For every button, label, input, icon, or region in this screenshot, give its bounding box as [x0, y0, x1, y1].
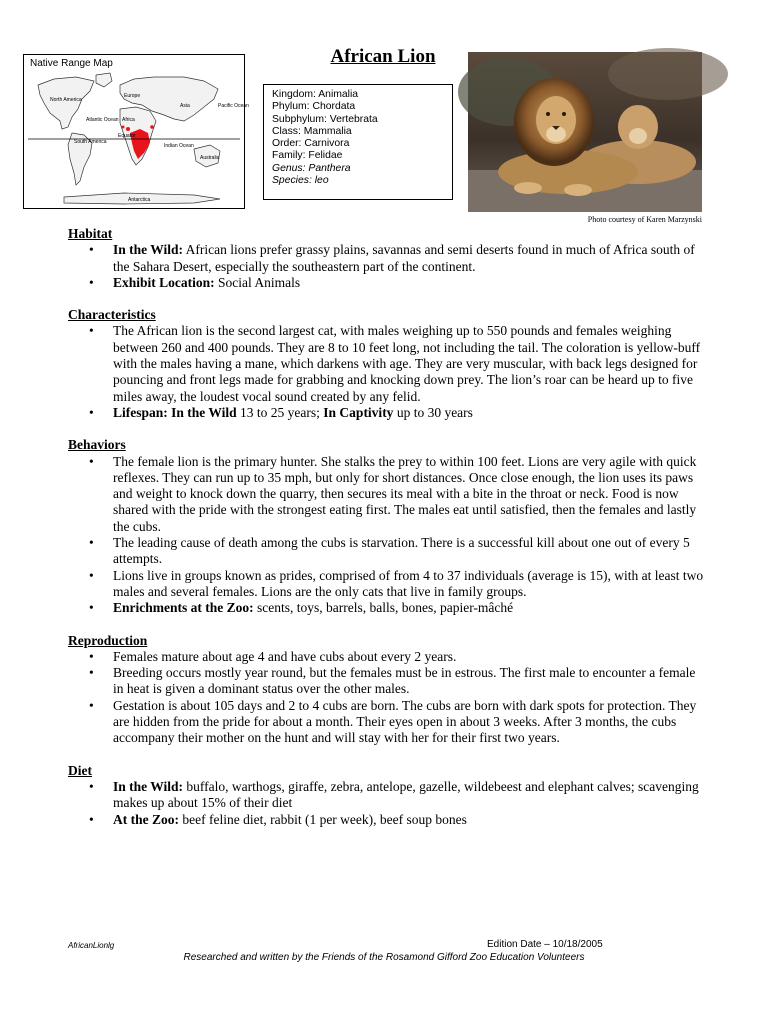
- map-label-atlantic-ocean: Atlantic Ocean: [86, 117, 119, 123]
- list-item: • At the Zoo: beef feline diet, rabbit (1 per week), beef soup bones: [89, 811, 467, 827]
- list-item: • Gestation is about 105 days and 2 to 4 cubs are born. The cubs are born with dark spots for protection. They are hidden from the pride for about a month. Their eyes open in about 3 weeks. After 3 months, the cubs accompany their mother on the hunt and will stay with her for their first two years.: [89, 697, 697, 746]
- map-title: Native Range Map: [30, 58, 113, 69]
- map-label-south-america: South America: [74, 139, 107, 145]
- map-label-north-america: North America: [50, 97, 82, 103]
- section-heading: Reproduction: [68, 632, 148, 648]
- taxonomy-row: Family: Felidae: [272, 150, 343, 162]
- list-item: • Exhibit Location: Social Animals: [89, 274, 301, 290]
- taxonomy-row: Class: Mammalia: [272, 125, 352, 137]
- footer-filename: AfricanLionlg: [68, 941, 115, 950]
- taxonomy-row: Species: leo: [272, 175, 329, 187]
- taxonomy-row: Order: Carnivora: [272, 138, 350, 150]
- bullet-list: [68, 242, 708, 291]
- taxonomy-row: Kingdom: Animalia: [272, 89, 359, 100]
- section-diet: [68, 763, 708, 828]
- list-item: • In the Wild: buffalo, warthogs, giraffe, zebra, antelope, gazelle, wildebeest and elephant calves; scavenging makes up about 15% of their diet: [89, 778, 699, 811]
- world-map-graphic: [24, 55, 249, 208]
- map-label-equator: Equator: [118, 133, 136, 139]
- page-title: African Lion: [330, 46, 436, 67]
- list-item: • Enrichments at the Zoo: scents, toys, barrels, balls, bones, papier-mâché: [89, 600, 514, 616]
- bullet-list: [68, 323, 708, 421]
- map-label-antarctica: Antarctica: [128, 197, 151, 203]
- section-heading: Characteristics: [68, 307, 156, 323]
- map-label-indian-ocean: Indian Ocean: [164, 143, 194, 149]
- taxonomy-row: Genus: Panthera: [272, 162, 351, 174]
- photo-credit: Photo courtesy of Karen Marzynski: [587, 215, 702, 224]
- list-item: • The African lion is the second largest cat, with males weighing up to 550 pounds and females weighing between 260 and 400 pounds. They are 8 to 10 feet long, not including the tail. The coloration is yellow-buff with the males having a mane, which darkens with age. They are very muscular, with back legs designed for pouncing and front legs made for grabbing and knocking down prey. The lion’s roar can be heard up to five miles away, the loudest vocal sound created by any felid.: [89, 323, 701, 404]
- map-label-australia: Australia: [200, 155, 220, 161]
- section-behaviors: [68, 437, 708, 616]
- section-heading: Behaviors: [68, 437, 126, 453]
- section-characteristics: [68, 307, 708, 421]
- lion-photo: [468, 52, 702, 212]
- list-item: • The leading cause of death among the cubs is starvation. There is a successful kill about one out of every 5 attempts.: [89, 535, 690, 567]
- taxonomy-row: Subphylum: Vertebrata: [272, 113, 378, 125]
- list-item: • Lions live in groups known as prides, comprised of from 4 to 37 individuals (average is 15), with at least two males and several females. Lions are the only cats that live in family groups.: [89, 567, 704, 599]
- taxonomy-row: Phylum: Chordata: [272, 101, 356, 113]
- list-item: • Lifespan: In the Wild 13 to 25 years; In Captivity up to 30 years: [89, 404, 473, 420]
- list-item: • Breeding occurs mostly year round, but the females must be in estrous. The first male to encounter a female in heat is given a dominant status over the other males.: [89, 665, 696, 697]
- footer-credit: Researched and written by the Friends of the Rosamond Gifford Zoo Education Volunteers: [183, 952, 585, 963]
- native-range-map: [23, 54, 249, 209]
- bullet-list: [68, 454, 708, 617]
- footer-edition-date: Edition Date – 10/18/2005: [487, 939, 603, 950]
- greenland-shape: [96, 73, 112, 87]
- fact-sheet-body: [68, 226, 708, 844]
- map-label-asia: Asia: [180, 103, 190, 109]
- map-label-africa: Africa: [122, 117, 135, 123]
- list-item: • In the Wild: African lions prefer grassy plains, savannas and semi deserts found in much of Africa south of the Sahara Desert, especially the southeastern part of the continent.: [89, 242, 695, 274]
- section-habitat: [68, 226, 708, 291]
- section-heading: Diet: [68, 762, 92, 778]
- taxonomy-box: [263, 84, 453, 200]
- map-label-pacific-ocean: Pacific Ocean: [218, 103, 249, 109]
- section-heading: Habitat: [68, 226, 113, 241]
- map-label-europe: Europe: [124, 93, 141, 99]
- section-reproduction: [68, 633, 708, 747]
- list-item: • Females mature about age 4 and have cubs about every 2 years.: [89, 648, 457, 664]
- bullet-list: [68, 649, 708, 747]
- list-item: • The female lion is the primary hunter. She stalks the prey to within 100 feet. Lions are very agile with quick reflexes. They can run up to 35 mph, but only for short distances. Once close enough, the lion uses its paws and weight to knock down the quarry, then secures its meal with a bite in the throat or neck. Food is now shared with the pride with the strongest eating first. The males eat until satisfied, then the females and lastly the cubs.: [89, 453, 697, 534]
- bullet-list: [68, 779, 708, 828]
